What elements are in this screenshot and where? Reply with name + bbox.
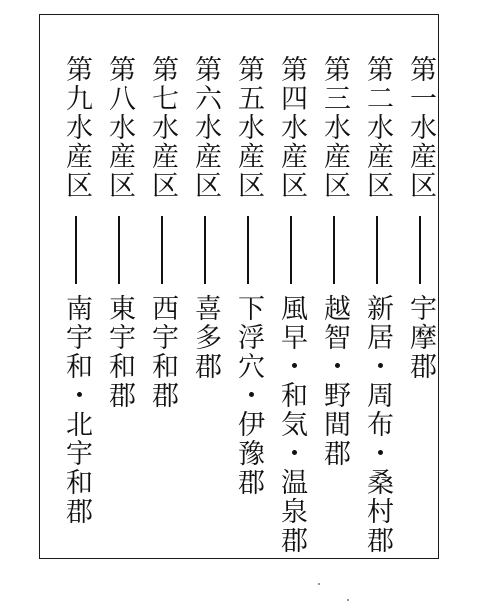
district-heading: 第九水産区 <box>61 55 92 200</box>
long-dash <box>333 216 335 284</box>
district-towns: 下浮穴・伊豫郡 <box>233 294 264 497</box>
district-column-4 <box>273 55 309 555</box>
district-towns: 南宇和・北宇和郡 <box>61 294 92 526</box>
district-towns: 新居・周布・桑村郡 <box>362 294 393 555</box>
long-dash <box>118 216 120 284</box>
district-heading: 第五水産区 <box>233 55 264 200</box>
long-dash <box>419 216 421 284</box>
district-column-6 <box>187 55 223 381</box>
district-heading: 第七水産区 <box>147 55 178 200</box>
district-heading: 第六水産区 <box>190 55 221 200</box>
scan-speck <box>318 583 320 585</box>
district-heading: 第二水産区 <box>362 55 393 200</box>
long-dash <box>376 216 378 284</box>
district-heading: 第一水産区 <box>405 55 436 200</box>
district-heading: 第四水産区 <box>276 55 307 200</box>
district-towns: 西宇和郡 <box>147 294 178 410</box>
district-towns: 越智・野間郡 <box>319 294 350 468</box>
district-towns: 東宇和郡 <box>104 294 135 410</box>
district-towns: 喜多郡 <box>190 294 221 381</box>
long-dash <box>247 216 249 284</box>
district-column-8 <box>101 55 137 410</box>
table-frame <box>39 14 439 559</box>
district-towns: 風早・和気・温泉郡 <box>276 294 307 555</box>
district-column-2 <box>359 55 395 555</box>
district-heading: 第八水産区 <box>104 55 135 200</box>
long-dash <box>161 216 163 284</box>
scan-speck <box>347 599 349 601</box>
long-dash <box>290 216 292 284</box>
district-column-5 <box>230 55 266 497</box>
district-towns: 宇摩郡 <box>405 294 436 381</box>
long-dash <box>75 216 77 284</box>
district-column-9 <box>58 55 94 526</box>
district-column-1 <box>402 55 438 381</box>
district-heading: 第三水産区 <box>319 55 350 200</box>
district-column-7 <box>144 55 180 410</box>
district-column-3 <box>316 55 352 468</box>
long-dash <box>204 216 206 284</box>
